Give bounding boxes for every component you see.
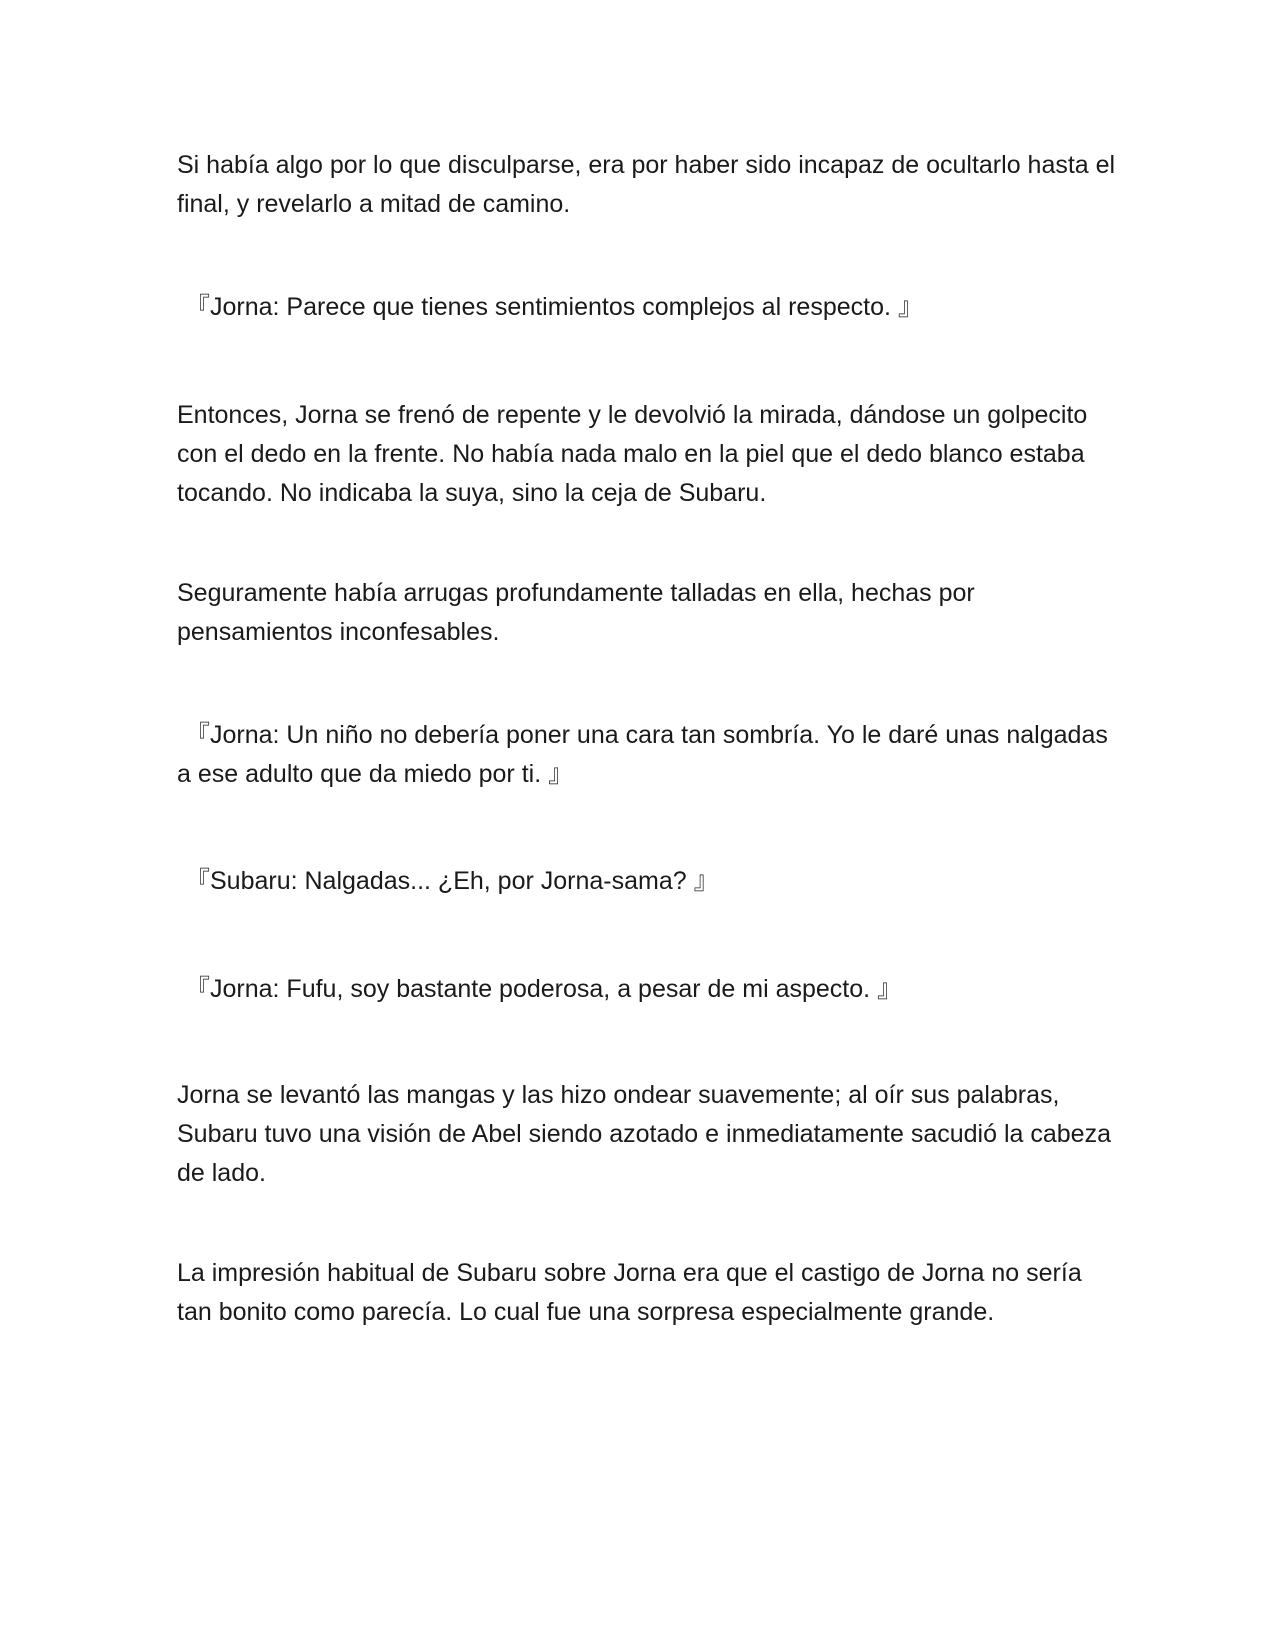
- paragraph-5: La impresión habitual de Subaru sobre Jorna era que el castigo de Jorna no sería tan bonito como parecía. Lo cual fue una sorpresa especialmente grande.: [177, 1259, 1082, 1326]
- dialogue-jorna-1: 『Jorna: Parece que tienes sentimientos complejos al respecto. 』: [185, 293, 923, 321]
- dialogue-jorna-2: 『Jorna: Un niño no debería poner una cara tan sombría. Yo le daré unas nalgadas a ese adulto que da miedo por ti. 』: [177, 721, 1108, 788]
- paragraph-1: Si había algo por lo que disculparse, era por haber sido incapaz de ocultarlo hasta el final, y revelarlo a mitad de camino.: [177, 151, 1116, 218]
- paragraph-4: Jorna se levantó las mangas y las hizo ondear suavemente; al oír sus palabras, Subaru tuvo una visión de Abel siendo azotado e inmediatamente sacudió la cabeza de lado.: [177, 1081, 1111, 1187]
- dialogue-jorna-3: 『Jorna: Fufu, soy bastante poderosa, a pesar de mi aspecto. 』: [185, 975, 903, 1003]
- paragraph-3: Seguramente había arrugas profundamente talladas en ella, hechas por pensamientos inconfesables.: [177, 579, 975, 646]
- dialogue-subaru-1: 『Subaru: Nalgadas... ¿Eh, por Jorna-sama? 』: [185, 867, 719, 895]
- paragraph-2: Entonces, Jorna se frenó de repente y le devolvió la mirada, dándose un golpecito con el dedo en la frente. No había nada malo en la piel que el dedo blanco estaba tocando. No indicaba la suya, sino la ceja de Subaru.: [177, 401, 1088, 507]
